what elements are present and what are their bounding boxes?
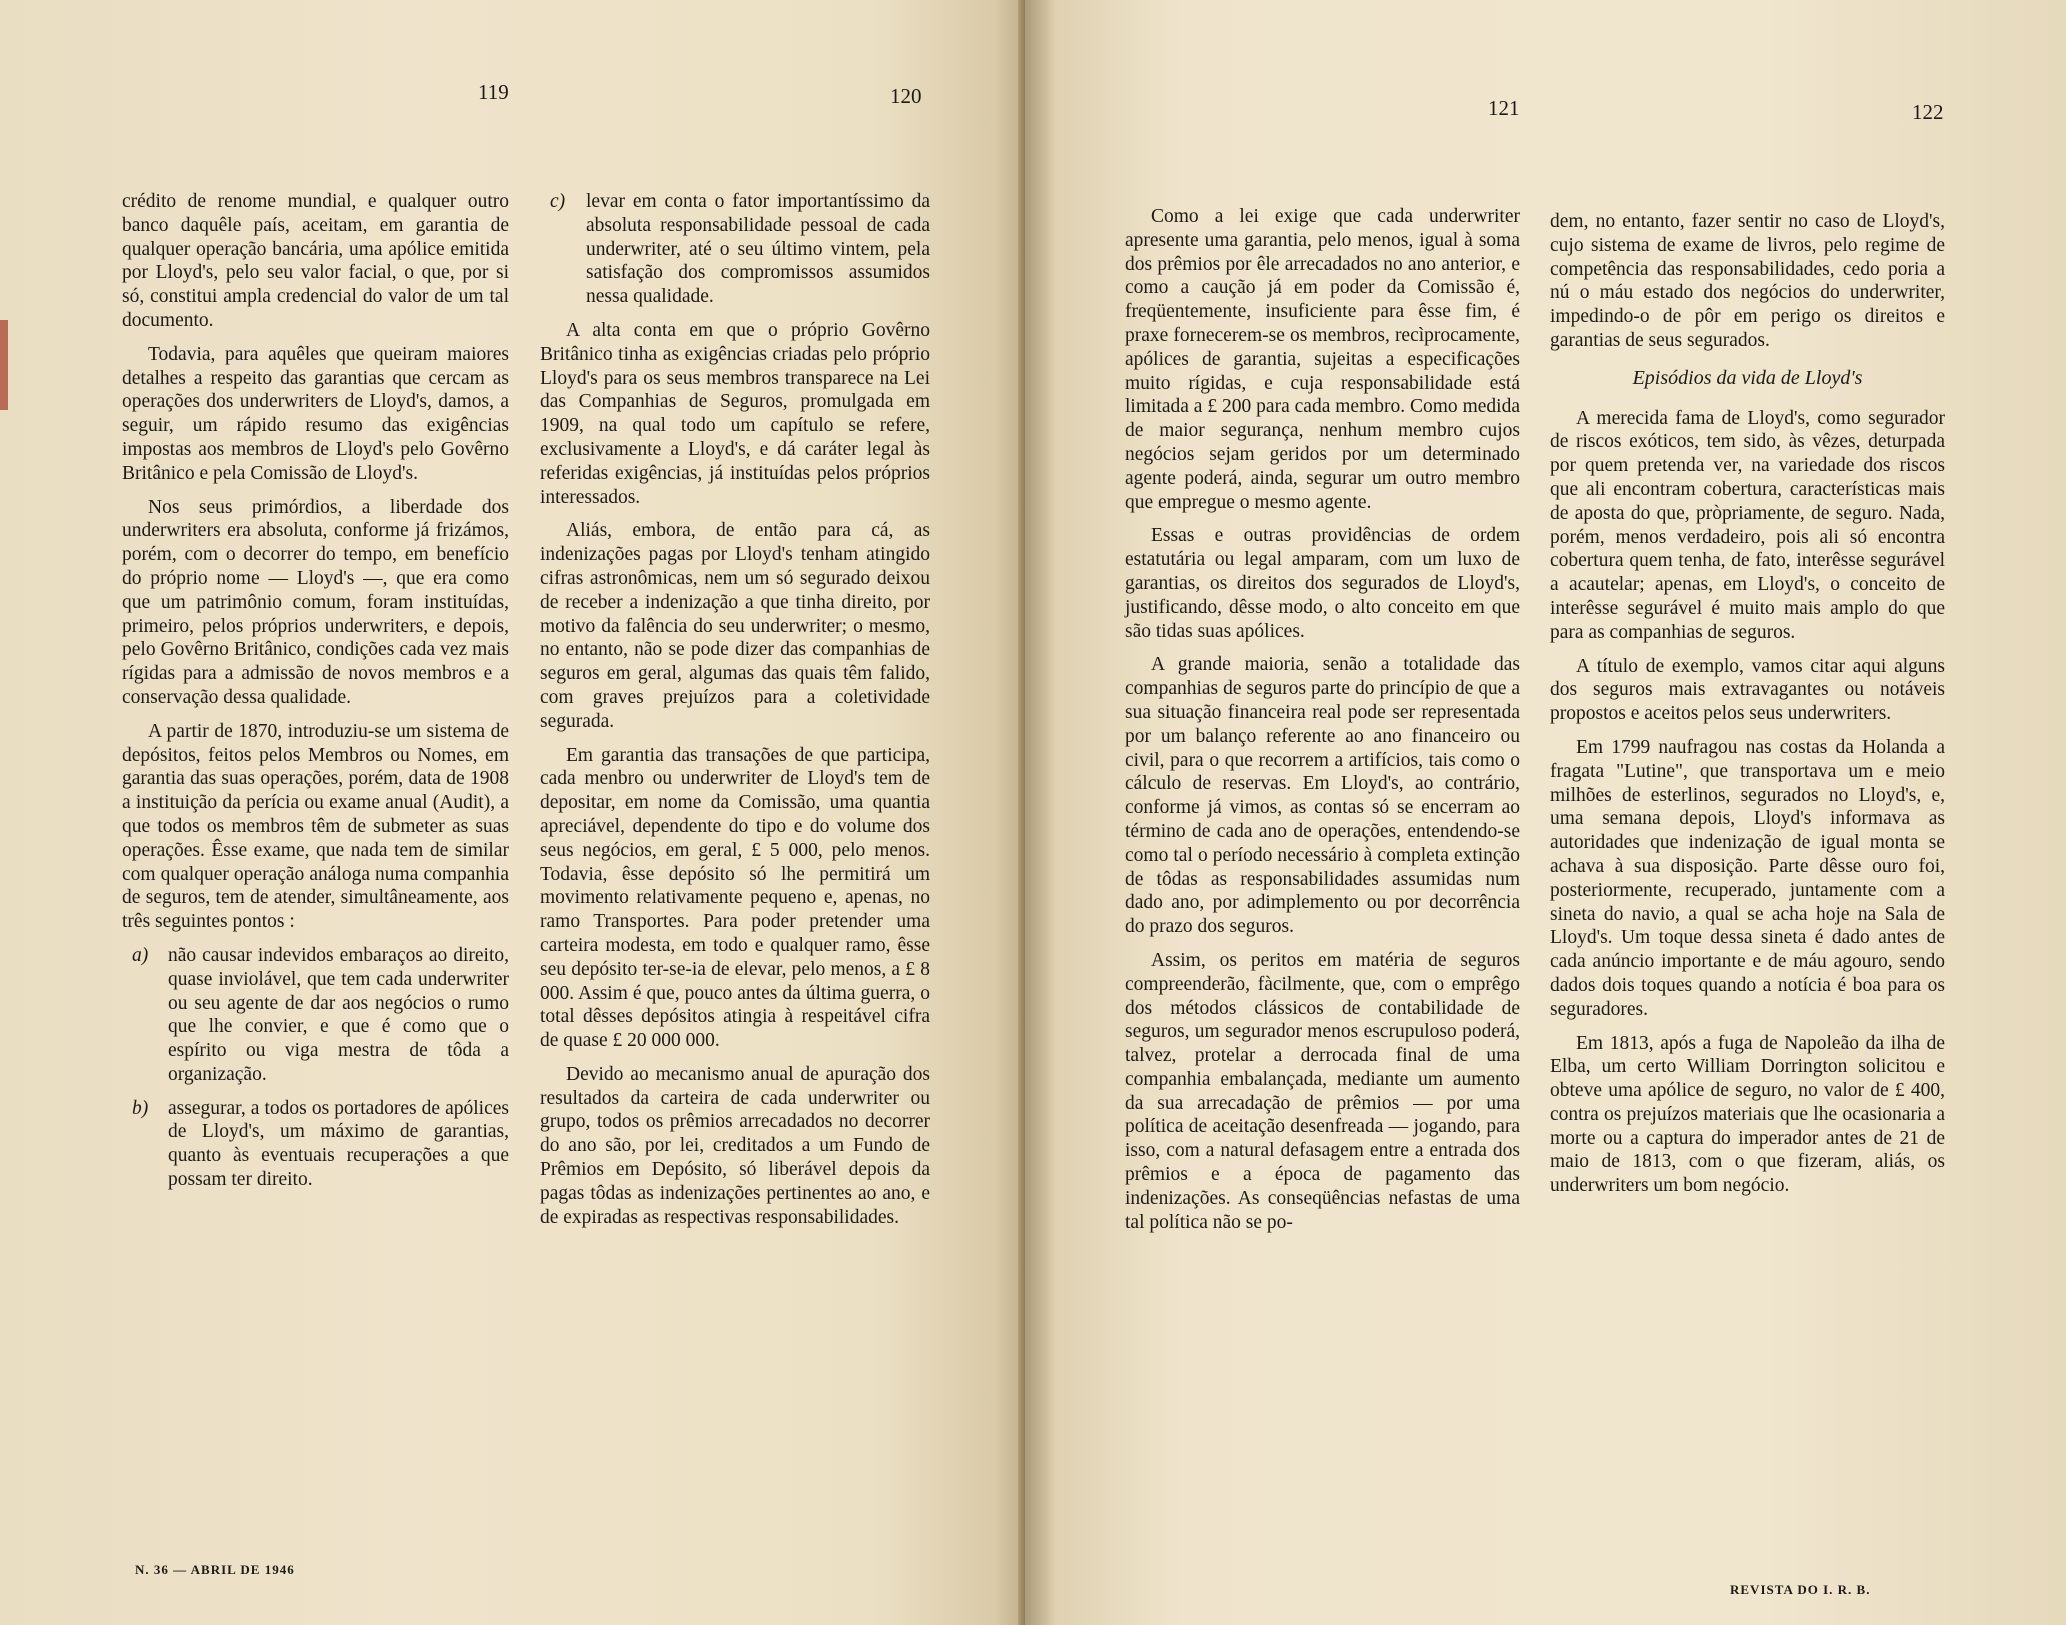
footer-issue: N. 36 — ABRIL DE 1946 [135,1562,295,1577]
paragraph: Assim, os peritos em matéria de seguros compreenderão, fàcilmente, que, com o emprêgo dos métodos clássicos de contabilidade de seguros, um segurador menos escrupuloso poderá, talvez, protelar a derrocada final de uma companhia embalançada, mediante um aumento da sua arrecadação de prêmios — por uma política de aceitação desenfreada — jogando, para isso, com a natural defasagem entre a entrada dos prêmios e a época de pagamento das indenizações. As conseqüências nefastas de uma tal política não se po- [1125,949,1520,1233]
paragraph: Aliás, embora, de então para cá, as indenizações pagas por Lloyd's tenham atingido cifras astronômicas, nem um só segurado deixou de receber a indenização a que tinha direito, por motivo da falência do seu underwriter; o mesmo, no entanto, não se pode dizer das companhias de seguros em geral, algumas das quais têm falido, com graves prejuízos para a coletividade segurada. [540,520,930,732]
paragraph: Todavia, para aquêles que queiram maiores detalhes a respeito das garantias que cercam as operações dos underwriters de Lloyd's, damos, a seguir, um rápido resumo das exigências impostas aos membros de Lloyd's pelo Govêrno Britânico e pela Comissão de Lloyd's. [122,343,509,484]
paragraph: Em garantia das transações de que participa, cada menbro ou underwriter de Lloyd's tem de depositar, em nome da Comissão, uma quantia apreciável, dependente do tipo e do volume dos seus negócios, em geral, £ 5 000, pelo menos. Todavia, êsse depósito só lhe permitirá um movimento relativamente pequeno e, apenas, no ramo Transportes. Para poder pretender uma carteira modesta, em todo e qualquer ramo, êsse seu depósito ter-se-ia de elevar, pelo menos, a £ 8 000. Assim é que, pouco antes da última guerra, o total dêsses depósitos atingia à respeitável cifra de quase £ 20 000 000. [540,744,930,1052]
list-item-c [540,190,930,309]
paragraph: A merecida fama de Lloyd's, como segurador de riscos exóticos, tem sido, às vêzes, deturpada por quem pretenda ver, na variedade dos riscos que ali encontram cobertura, características mais de aposta do que, pròpriamente, de seguro. Nada, porém, menos verdadeiro, pois ali só encontra cobertura quem tenha, de fato, interêsse segurável a acautelar; apenas, em Lloyd's, o conceito de interêsse segurável é muito mais amplo do que para as companhias de seguros. [1550,407,1945,643]
column-page-121 [1125,205,1520,1244]
page-number-119: 119 [478,80,509,104]
list-text: levar em conta o fator importantíssimo da absoluta responsabilidade pessoal de cada underwriter, até o seu último vintem, pela satisfação dos compromissos assumidos nessa qualidade. [586,191,930,308]
list-label: b) [132,1097,149,1119]
paragraph: A grande maioria, senão a totalidade das companhias de seguros parte do princípio de que a sua situação financeira real pode ser representada por um balanço referente ao ano financeiro ou civil, para o que recorrem a artifícios, tais como o cálculo de reservas. Em Lloyd's, ao contrário, conforme já vimos, as contas só se encerram ao término de cada ano de operações, entendendo-se como tal o período necessário à completa extinção de tôdas as responsabilidades assumidas num dado ano, por adimplemento ou por decorrência do prazo dos seguros. [1125,654,1520,938]
paragraph: crédito de renome mundial, e qualquer outro banco daquêle país, aceitam, em garantia de qualquer operação bancária, uma apólice emitida por Lloyd's, pelo seu valor facial, o que, por si só, constitui ampla credencial do valor de um tal documento. [122,191,509,331]
page-number-121: 121 [1488,96,1520,120]
list-item-a [122,944,509,1087]
column-page-122 [1550,210,1945,1208]
paragraph: Devido ao mecanismo anual de apuração dos resultados da carteira de cada underwriter ou grupo, todos os prêmios arrecadados no decorrer do ano são, por lei, creditados a um Fundo de Prêmios em Depósito, só liberável depois da pagas tôdas as indenizações pertinentes ao ano, e de expiradas as respectivas responsabilidades. [540,1063,930,1228]
left-page-spread [0,0,1025,1625]
right-page-spread [1025,0,2066,1625]
list-label: a) [132,944,149,966]
paragraph: A título de exemplo, vamos citar aqui alguns dos seguros mais extravagantes ou notáveis propostos e aceitos pelos seus underwriters. [1550,655,1945,725]
paragraph: Nos seus primórdios, a liberdade dos underwriters era absoluta, conforme já frizámos, porém, com o decorrer do tempo, em benefício do próprio nome — Lloyd's —, que era como que um patrimônio comum, foram instituídas, primeiro, pelos próprios underwriters, e depois, pelo Govêrno Britânico, condições cada vez mais rígidas para a admissão de novos membros e a conservação dessa qualidade. [122,496,509,708]
list-text: assegurar, a todos os portadores de apólices de Lloyd's, um máximo de garantias, quanto às eventuais recuperações a que possam ter direito. [168,1097,509,1191]
column-page-120 [540,190,930,1239]
binding-mark [0,320,8,410]
footer-journal: REVISTA DO I. R. B. [1730,1582,1871,1597]
paragraph: Em 1799 naufragou nas costas da Holanda a fragata "Lutine", que transportava um e meio milhões de esterlinos, segurados no Lloyd's, e, uma semana depois, Lloyd's informava as autoridades que indenização de igual monta se achava à sua disposição. Parte dêsse ouro foi, posteriormente, recuperado, juntamente com a sineta do navio, a qual se acha hoje na Sala de Lloyd's. Um toque dessa sineta é dado antes de cada anúncio importante e de máu agouro, sendo dados dois toques quando a notícia é boa para os seguradores. [1550,736,1945,1020]
column-page-119 [122,190,509,1202]
paragraph: A alta conta em que o próprio Govêrno Britânico tinha as exigências criadas pelo próprio Lloyd's para os seus membros transparece na Lei das Companhias de Seguros, promulgada em 1909, na qual todo um capítulo se refere, exclusivamente a Lloyd's, e dá caráter legal às referidas exigências, já instituídas pelos próprios interessados. [540,319,930,508]
list-item-b [122,1097,509,1192]
section-heading: Episódios da vida de Lloyd's [1632,366,1863,389]
binding-shadow [1025,0,1055,1625]
page-number-120: 120 [890,84,922,108]
paragraph: Em 1813, após a fuga de Napoleão da ilha de Elba, um certo William Dorrington solicitou e obteve uma apólice de seguro, no valor de £ 400, contra os prejuízos materiais que lhe ocasionaria a morte ou a captura do imperador antes de 21 de maio de 1813, com o que fizeram, aliás, os underwriters um bom negócio. [1550,1032,1945,1197]
list-label: c) [550,191,566,212]
paragraph: Essas e outras providências de ordem estatutária ou legal amparam, com um luxo de garantias, os direitos dos segurados de Lloyd's, justificando, dêsse modo, o alto conceito em que são tidas suas apólices. [1125,525,1520,642]
paragraph: dem, no entanto, fazer sentir no caso de Lloyd's, cujo sistema de exame de livros, pelo regime de competência das responsabilidades, cedo poria a nú o máu estado dos negócios do underwriter, impedindo-o de pôr em perigo os direitos e garantias de seus segurados. [1550,211,1945,351]
paragraph: Como a lei exige que cada underwriter apresente uma garantia, pelo menos, igual à soma dos prêmios por êle arrecadados no ano anterior, e como a caução já em poder da Comissão é, freqüentemente, insuficiente para êsse fim, é praxe fornecerem-se os membros, recìprocamente, apólices de garantia, sujeitas a especificações muito rígidas, e cuja responsabilidade está limitada a £ 200 para cada membro. Como medida de maior segurança, nenhum membro cujos negócios sejam geridos por um determinado agente poderá, ainda, segurar um outro membro que empregue o mesmo agente. [1125,206,1520,513]
page-number-122: 122 [1912,100,1944,124]
list-text: não causar indevidos embaraços ao direito, quase inviolável, que tem cada underwriter ou seu agente de dar aos negócios o rumo que lhe convier, e que é como que o espírito ou viga mestra de tôda a organização. [168,944,509,1085]
paragraph: A partir de 1870, introduziu-se um sistema de depósitos, feitos pelos Membros ou Nomes, em garantia das suas operações, porém, data de 1908 a instituição da perícia ou exame anual (Audit), a que todos os membros têm de submeter as suas operações. Êsse exame, que nada tem de similar com qualquer operação análoga numa companhia de seguros, tem de atender, simultâneamente, aos três seguintes pontos : [122,720,509,933]
